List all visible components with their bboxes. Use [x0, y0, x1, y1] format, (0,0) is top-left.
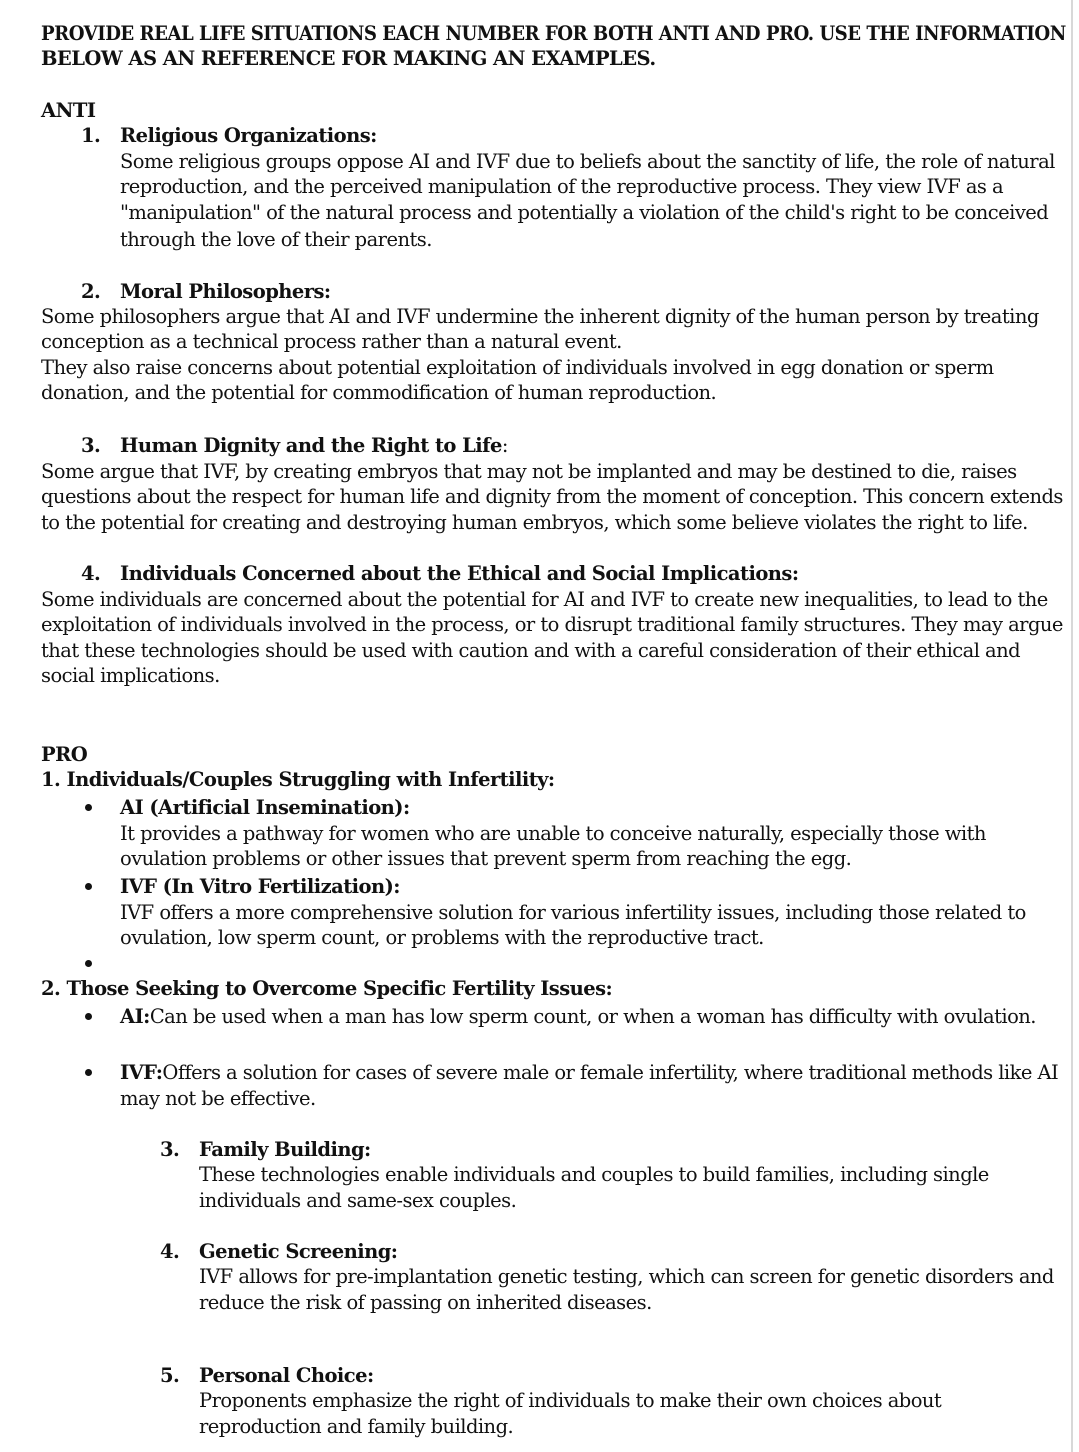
pro-item-2-ivf-text: Offers a solution for cases of severe male or female infertility, where traditional methods like AI [162, 1061, 1059, 1084]
pro-item-5-line: reproduction and family building. [199, 1415, 514, 1438]
pro-item-5-line: Proponents emphasize the right of individuals to make their own choices about [199, 1389, 942, 1412]
anti-item-1-line: Some religious groups oppose AI and IVF due to beliefs about the sanctity of life, the role of natural [120, 150, 1055, 173]
pro-item-2-ai-text: Can be used when a man has low sperm count, or when a woman has difficulty with ovulation. [149, 1005, 1036, 1028]
anti-item-3-colon: : [501, 434, 508, 457]
bullet-icon [85, 1013, 92, 1020]
pro-item-3-number: 3. [160, 1138, 180, 1161]
pro-item-1-ivf-line: IVF offers a more comprehensive solution for various infertility issues, including those related to [120, 901, 1026, 924]
anti-item-3-line: to the potential for creating and destroying human embryos, which some believe violates the right to life. [41, 511, 1028, 534]
anti-item-3-title: Human Dignity and the Right to Life [120, 434, 502, 457]
page-edge-divider [1071, 0, 1073, 1452]
pro-heading: PRO [41, 743, 88, 766]
bullet-icon [85, 883, 92, 890]
anti-item-2-line: donation, and the potential for commodification of human reproduction. [41, 381, 717, 404]
anti-item-4-number: 4. [81, 562, 101, 585]
anti-item-1-number: 1. [81, 124, 101, 147]
pro-item-1-ivf-title: IVF (In Vitro Fertilization): [120, 875, 400, 898]
header-line-1: PROVIDE REAL LIFE SITUATIONS EACH NUMBER FOR BOTH ANTI AND PRO. USE THE INFORMATION [41, 22, 1066, 45]
anti-item-2-line: They also raise concerns about potential exploitation of individuals involved in egg donation or sperm [41, 356, 994, 379]
pro-item-2-ai-label: AI: [120, 1005, 150, 1028]
anti-heading: ANTI [41, 99, 96, 122]
anti-item-2-line: Some philosophers argue that AI and IVF undermine the inherent dignity of the human person by treating [41, 305, 1039, 328]
anti-item-4-title: Individuals Concerned about the Ethical and Social Implications: [120, 562, 799, 585]
pro-item-1-ai-title: AI (Artificial Insemination): [120, 796, 410, 819]
bullet-icon [85, 804, 92, 811]
anti-item-3-line: Some argue that IVF, by creating embryos that may not be implanted and may be destined to die, raises [41, 460, 1017, 483]
pro-item-1-ai-line: ovulation problems or other issues that prevent sperm from reaching the egg. [120, 847, 852, 870]
anti-item-4-line: Some individuals are concerned about the potential for AI and IVF to create new inequalities, to lead to the [41, 588, 1048, 611]
anti-item-4-line: exploitation of individuals involved in the process, or to disrupt traditional family structures. They may argue [41, 613, 1063, 636]
pro-item-1-ivf-line: ovulation, low sperm count, or problems with the reproductive tract. [120, 926, 764, 949]
anti-item-3-line: questions about the respect for human life and dignity from the moment of conception. This concern extends [41, 485, 1063, 508]
pro-item-4-line: reduce the risk of passing on inherited diseases. [199, 1291, 652, 1314]
pro-item-2-ivf-line-2: may not be effective. [120, 1087, 316, 1110]
pro-item-3-line: individuals and same-sex couples. [199, 1189, 517, 1212]
pro-item-5-number: 5. [160, 1364, 180, 1387]
pro-item-4-number: 4. [160, 1240, 180, 1263]
pro-item-2-ivf-label: IVF: [120, 1061, 163, 1084]
pro-item-1-ai-line: It provides a pathway for women who are unable to conceive naturally, especially those with [120, 822, 986, 845]
pro-item-3-line: These technologies enable individuals and couples to build families, including single [199, 1163, 989, 1186]
pro-item-5-title: Personal Choice: [199, 1364, 374, 1387]
anti-item-4-line: social implications. [41, 664, 220, 687]
anti-item-2-title: Moral Philosophers: [120, 280, 331, 303]
anti-item-1-title: Religious Organizations: [120, 124, 377, 147]
anti-item-3-number: 3. [81, 434, 101, 457]
header-line-2: BELOW AS AN REFERENCE FOR MAKING AN EXAMPLES. [41, 47, 656, 70]
anti-item-1-line: "manipulation" of the natural process and potentially a violation of the child's right to be conceived [120, 201, 1049, 224]
pro-item-3-title: Family Building: [199, 1138, 371, 1161]
anti-item-2-line: conception as a technical process rather than a natural event. [41, 330, 622, 353]
anti-item-2-number: 2. [81, 280, 101, 303]
bullet-icon [85, 960, 92, 967]
bullet-icon [85, 1069, 92, 1076]
pro-item-2-title: 2. Those Seeking to Overcome Specific Fertility Issues: [41, 977, 613, 1000]
pro-item-1-title: 1. Individuals/Couples Struggling with Infertility: [41, 768, 555, 791]
pro-item-4-line: IVF allows for pre-implantation genetic testing, which can screen for genetic disorders and [199, 1265, 1054, 1288]
pro-item-2-ivf [120, 1060, 1058, 1086]
anti-item-1-line: through the love of their parents. [120, 228, 432, 251]
pro-item-2-ai [120, 1004, 1036, 1030]
pro-item-4-title: Genetic Screening: [199, 1240, 398, 1263]
anti-item-3-heading [120, 433, 508, 459]
anti-item-4-line: that these technologies should be used with caution and with a careful consideration of their ethical and [41, 639, 1021, 662]
anti-item-1-line: reproduction, and the perceived manipulation of the reproductive process. They view IVF as a [120, 175, 1004, 198]
